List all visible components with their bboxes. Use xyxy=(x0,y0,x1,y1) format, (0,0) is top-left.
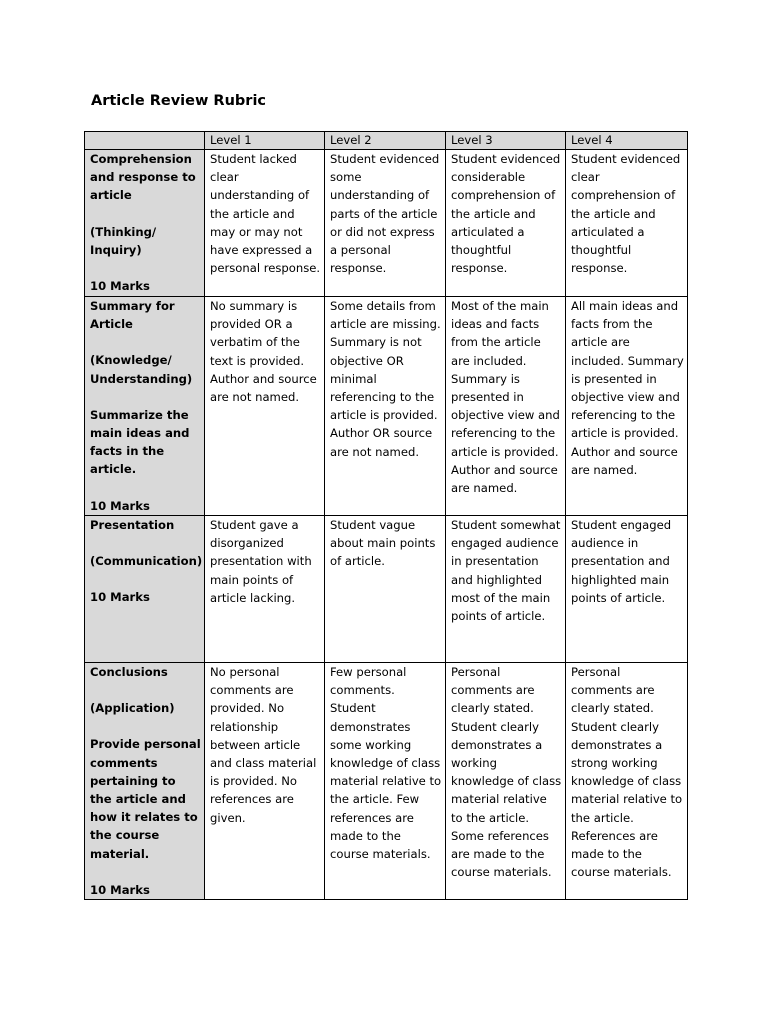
criterion-cell xyxy=(85,150,205,297)
level-3-cell: Personal comments are clearly stated. Student clearly demonstrates a working knowledge of class material relative to the article. Some references are made to the course materials. xyxy=(446,663,566,900)
criterion-category: (Communication) xyxy=(90,554,203,569)
table-row xyxy=(85,297,688,516)
header-level-4: Level 4 xyxy=(566,132,688,150)
level-4-cell: Personal comments are clearly stated. Student clearly demonstrates a strong working knowledge of class material relative to the article. References are made to the course materials. xyxy=(566,663,688,900)
page-title: Article Review Rubric xyxy=(91,93,267,109)
criterion-cell xyxy=(85,297,205,516)
criterion-category: (Thinking/ Inquiry) xyxy=(90,224,157,257)
criterion-category: (Application) xyxy=(90,701,175,716)
criterion-category: (Knowledge/ Understanding) xyxy=(90,353,193,386)
criterion-title: Comprehension and response to article xyxy=(90,152,196,203)
criterion-cell xyxy=(85,663,205,900)
level-2-cell: Student vague about main points of article. xyxy=(325,516,446,663)
level-3-cell: Most of the main ideas and facts from the article are included. Summary is presented in objective view and referencing to the article is provided. Author and source are named. xyxy=(446,297,566,516)
criterion-description: Provide personal comments pertaining to the article and how it relates to the course material. xyxy=(90,737,201,861)
criterion-title: Presentation xyxy=(90,518,175,532)
level-1-cell: No summary is provided OR a verbatim of the text is provided. Author and source are not named. xyxy=(205,297,325,516)
level-1-cell: No personal comments are provided. No relationship between article and class material is provided. No references are given. xyxy=(205,663,325,900)
criterion-marks: 10 Marks xyxy=(90,498,150,513)
table-row xyxy=(85,150,688,297)
criterion-title: Summary for Article xyxy=(90,299,175,332)
level-1-cell: Student lacked clear understanding of the article and may or may not have expressed a personal response. xyxy=(205,150,325,297)
level-1-cell: Student gave a disorganized presentation with main points of article lacking. xyxy=(205,516,325,663)
table-row xyxy=(85,516,688,663)
criterion-marks: 10 Marks xyxy=(90,590,150,605)
level-4-cell: All main ideas and facts from the article are included. Summary is presented in objective view and referencing to the article is provided. Author and source are named. xyxy=(566,297,688,516)
header-level-2: Level 2 xyxy=(325,132,446,150)
level-3-cell: Student somewhat engaged audience in presentation and highlighted most of the main points of article. xyxy=(446,516,566,663)
header-level-1: Level 1 xyxy=(205,132,325,150)
level-4-cell: Student engaged audience in presentation and highlighted main points of article. xyxy=(566,516,688,663)
criterion-title: Conclusions xyxy=(90,665,168,679)
criterion-description: Summarize the main ideas and facts in the article. xyxy=(90,407,190,477)
criterion-cell xyxy=(85,516,205,663)
level-2-cell: Student evidenced some understanding of parts of the article or did not express a personal response. xyxy=(325,150,446,297)
criterion-marks: 10 Marks xyxy=(90,882,150,897)
criterion-marks: 10 Marks xyxy=(90,279,150,294)
header-level-3: Level 3 xyxy=(446,132,566,150)
header-row xyxy=(85,132,688,150)
table-row xyxy=(85,663,688,900)
level-4-cell: Student evidenced clear comprehension of the article and articulated a thoughtful response. xyxy=(566,150,688,297)
level-2-cell: Few personal comments. Student demonstrates some working knowledge of class material relative to the article. Few references are made to the course materials. xyxy=(325,663,446,900)
level-3-cell: Student evidenced considerable comprehension of the article and articulated a thoughtful response. xyxy=(446,150,566,297)
rubric-table xyxy=(84,131,688,900)
level-2-cell: Some details from article are missing. Summary is not objective OR minimal referencing to the article is provided. Author OR source are not named. xyxy=(325,297,446,516)
header-corner-cell xyxy=(85,132,205,150)
